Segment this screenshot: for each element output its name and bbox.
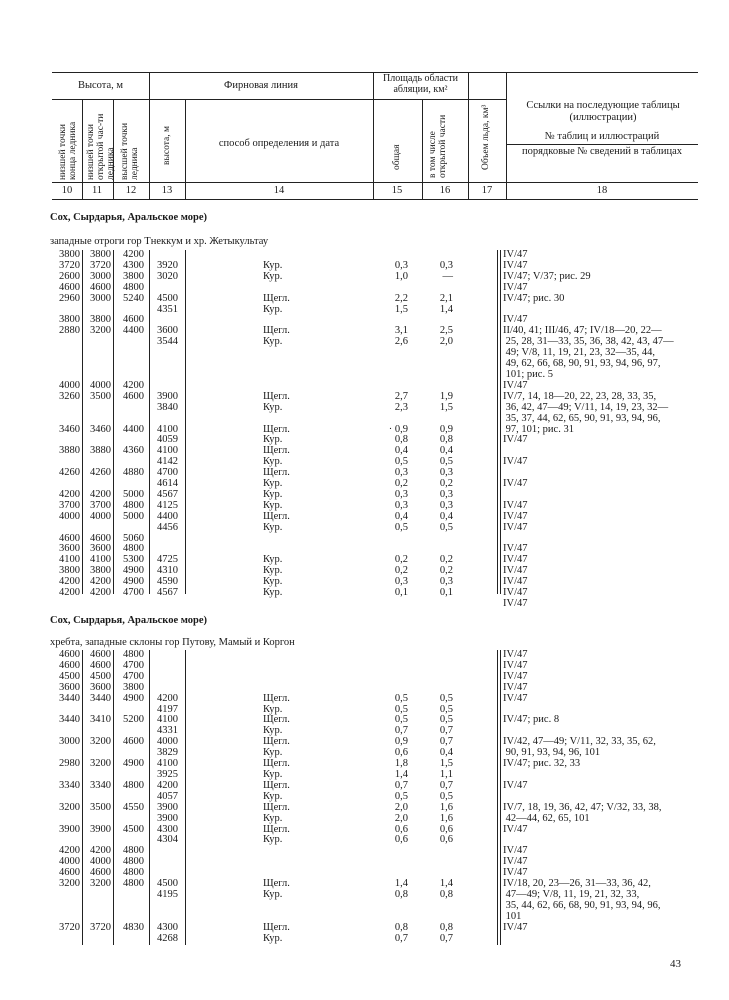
s1-rule-f bbox=[500, 250, 501, 594]
colnum-13: 13 bbox=[161, 185, 173, 196]
s1-col15: 0,3 1,0 2,2 1,5 3,1 2,6 2,7 2,3 · 0,9 0,8 0,4 0,5 0,3 0,2 0,3 0,3 0,4 0,5 0,2 0,2 0,3 0,1 bbox=[388, 259, 408, 599]
s2-col16: 0,5 0,5 0,5 0,7 0,7 0,4 1,5 1,1 0,7 0,5 1,6 1,6 0,6 0,6 1,4 0,8 0,8 0,7 bbox=[439, 692, 453, 944]
col-sep-16-17 bbox=[468, 72, 469, 199]
s1-rule-c bbox=[149, 250, 150, 594]
section1-subtitle: западные отроги гор Тнеккум и хр. Жетыкультау bbox=[50, 236, 269, 247]
refs-sub-rule bbox=[506, 144, 698, 145]
refs-sub2: порядковые № сведений в таблицах bbox=[521, 146, 683, 157]
s2-rule-e bbox=[497, 650, 498, 945]
col-sep-14-15 bbox=[373, 72, 374, 199]
s1-rule-b bbox=[113, 250, 114, 594]
h-high-header: высшей точки ледника bbox=[120, 122, 140, 180]
s1-rule-a bbox=[82, 250, 83, 594]
volume-header: Объем льда, км³ bbox=[481, 104, 491, 170]
area-total-header: общая bbox=[392, 144, 402, 170]
group-area-header: Площадь области абляции, км² bbox=[383, 73, 458, 95]
section2-subtitle: хребта, западные склоны гор Путову, Мамый и Коргон bbox=[50, 637, 295, 648]
area-open-header: в том числе открытой части bbox=[428, 114, 448, 178]
s1-col18: IV/47 IV/47 IV/47; V/37; рис. 29 IV/47 IV/47; рис. 30 IV/47 II/40, 41; III/46, 47; IV/18—20, 22— 25, 28, 31—33, 35, 36, 38, 42, 43, 47— 49; V/8, 11, 19, 21, 23, 32—35, 44, 49, 62, 66, 68, 90, 91, 93, 94, 96, 97, 101; рис. 5 IV/47 IV/7, 14, 18—20, 22, 23, 28, 33, 35, 36, 42, 47—49; V/11, 14, 19, 23, 32— 35, 37, 44, 62, 65, 90, 91, 93, 94, 96, 97, 101; рис. 31 IV/47 IV/47 IV/47 IV/47 IV/47 IV/47 IV/47 IV/47 IV/47 IV/47 IV/47 IV/47 bbox=[503, 249, 674, 609]
colnum-16: 16 bbox=[439, 185, 451, 196]
colnum-12: 12 bbox=[125, 185, 137, 196]
s1-col11: 3800 3720 3000 4600 3000 3800 3200 4000 3500 3460 3880 4260 4200 3700 4000 4600 3600 4100 3800 4200 4200 bbox=[90, 249, 111, 599]
s1-rule-e bbox=[497, 250, 498, 594]
group-height-header: Высота, м bbox=[77, 80, 124, 91]
s1-col14: Кур. Кур. Щегл. Кур. Щегл. Кур. Щегл. Кур. Щегл. Кур. Щегл. Кур. Щегл. Кур. Кур. Кур. Щегл. Кур. Кур. Кур. Кур. Кур. bbox=[263, 259, 290, 599]
page-number: 43 bbox=[670, 958, 681, 970]
s1-col10: 3800 3720 2600 4600 2960 3800 2880 4000 3260 3460 3880 4260 4200 3700 4000 4600 3600 4100 3800 4200 4200 bbox=[59, 249, 80, 599]
s1-rule-d bbox=[185, 250, 186, 594]
colnum-18: 18 bbox=[596, 185, 608, 196]
s2-rule-d bbox=[185, 650, 186, 945]
col-sep-15-16 bbox=[422, 99, 423, 199]
colnum-11: 11 bbox=[91, 185, 103, 196]
refs-sub1: № таблиц и иллюстраций bbox=[544, 131, 660, 142]
col-sep-10-11 bbox=[82, 99, 83, 199]
s1-col16: 0,3 — 2,1 1,4 2,5 2,0 1,9 1,5 0,9 0,8 0,4 0,5 0,3 0,2 0,3 0,3 0,4 0,5 0,2 0,2 0,3 0,1 bbox=[439, 259, 453, 599]
s1-col12: 4200 4300 3800 4800 5240 4600 4400 4200 4600 4400 4360 4880 5000 4800 5000 5060 4800 5300 4900 4900 4700 bbox=[123, 249, 144, 599]
s2-rule-c bbox=[149, 650, 150, 945]
s2-col13: 4200 4197 4100 4331 4000 3829 4100 3925 4200 4057 3900 3900 4300 4304 4500 4195 4300 4268 bbox=[157, 692, 178, 944]
h-low-open-header: низшей точки открытой час-ти ледника bbox=[86, 113, 116, 180]
h-low-end-header: низшей точки конца ледника bbox=[58, 121, 78, 180]
colnum-bottom-rule bbox=[52, 199, 698, 200]
s2-col18: IV/47 IV/47 IV/47 IV/47 IV/47 IV/47; рис. 8 IV/42, 47—49; V/11, 32, 33, 35, 62, 90, 91, 93, 94, 96, 101 IV/47; рис. 32, 33 IV/47 IV/7, 18, 19, 36, 42, 47; V/32, 33, 38, 42—44, 62, 65, 101 IV/47 IV/47 IV/47 IV/47 IV/18, 20, 23—26, 31—33, 36, 42, 47—49; V/8, 11, 19, 21, 32, 33, 35, 44, 62, 66, 68, 90, 91, 93, 94, 96, 101 IV/47 bbox=[503, 649, 662, 933]
s1-col13: 3920 3020 4500 4351 3600 3544 3900 3840 4100 4059 4100 4142 4700 4614 4567 4125 4400 4456 4725 4310 4590 4567 bbox=[157, 259, 178, 599]
s2-rule-f bbox=[500, 650, 501, 945]
colnum-14: 14 bbox=[273, 185, 285, 196]
group-firn-header: Фирновая линия bbox=[224, 80, 298, 91]
colnum-10: 10 bbox=[61, 185, 73, 196]
refs-title: Ссылки на последующие таблицы (иллюстрации) bbox=[526, 100, 680, 123]
s2-rule-b bbox=[113, 650, 114, 945]
s2-col11: 4600 4600 4500 3600 3440 3410 3200 3200 3340 3500 3900 4200 4000 4600 3200 3720 bbox=[90, 649, 111, 933]
s2-col15: 0,5 0,5 0,5 0,7 0,9 0,6 1,8 1,4 0,7 0,5 2,0 2,0 0,6 0,6 1,4 0,8 0,8 0,7 bbox=[394, 692, 408, 944]
header-mid-rule bbox=[52, 99, 506, 100]
firn-height-header: высота, м bbox=[162, 126, 172, 165]
section2-title: Сох, Сырдарья, Аральское море) bbox=[50, 615, 208, 626]
s2-rule-a bbox=[82, 650, 83, 945]
colnum-17: 17 bbox=[481, 185, 493, 196]
s2-col14: Щегл. Кур. Щегл. Кур. Щегл. Кур. Щегл. Кур. Щегл. Кур. Щегл. Кур. Щегл. Кур. Щегл. Кур. Щегл. Кур. bbox=[263, 692, 290, 944]
firn-method-header: способ определения и дата bbox=[218, 138, 340, 149]
section1-title: Сох, Сырдарья, Аральское море) bbox=[50, 212, 208, 223]
s2-col12: 4800 4700 4700 3800 4900 5200 4600 4900 4800 4550 4500 4800 4800 4800 4800 4830 bbox=[123, 649, 144, 933]
s2-col10: 4600 4600 4500 3600 3440 3440 3000 2980 3340 3200 3900 4200 4000 4600 3200 3720 bbox=[59, 649, 80, 933]
colnum-15: 15 bbox=[391, 185, 403, 196]
